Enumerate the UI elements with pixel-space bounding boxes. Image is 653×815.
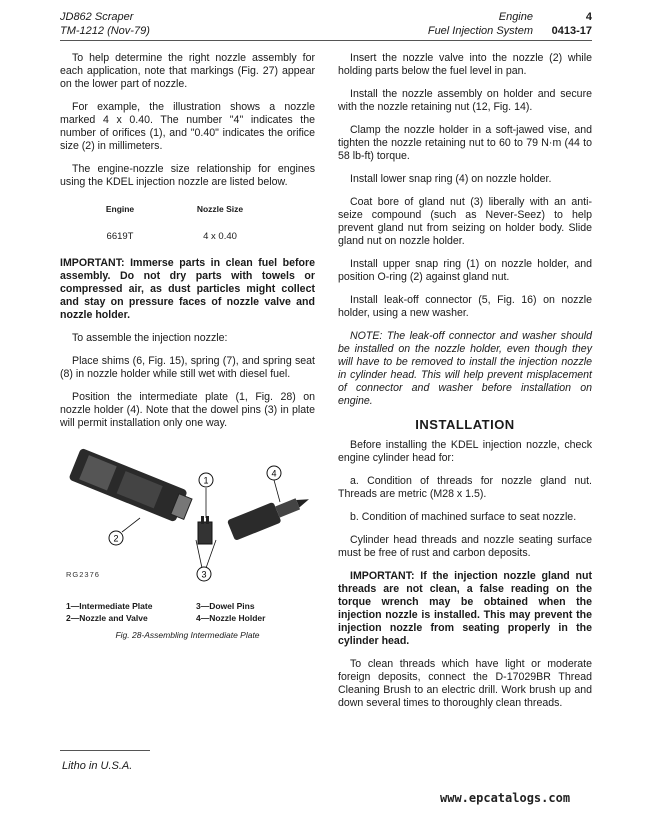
svg-text:3: 3	[201, 569, 207, 580]
paragraph: a. Condition of threads for nozzle gland nut. Threads are metric (M28 x 1.5).	[338, 475, 592, 500]
paragraph: Install the nozzle assembly on holder and secure with the nozzle retaining nut (12, Fig. 14).	[338, 88, 592, 113]
paragraph: Clamp the nozzle holder in a soft-jawed vise, and tighten the nozzle retaining nut to 60 to 79 N·m (44 to 58 lb-ft) torque.	[338, 124, 592, 162]
header-rule	[60, 40, 592, 41]
manual-title: JD862 Scraper	[60, 11, 134, 23]
important-text: Immerse parts in clean fuel before assembly. Do not dry parts with towels or compressed air, as dust particles might collect and stay on pressure faces of nozzle valve and nozzle holder.	[60, 257, 315, 321]
section-number: 4	[585, 11, 592, 23]
legend-item: 1—Intermediate Plate	[66, 601, 153, 611]
paragraph: To help determine the right nozzle assembly for each application, note that markings (Fig. 27) appear on the lower part of nozzle.	[60, 52, 315, 90]
paragraph: Position the intermediate plate (1, Fig. 28) on nozzle holder (4). Note that the dowel pins (3) in plate will permit installation only one way.	[60, 391, 315, 429]
paragraph: To assemble the injection nozzle:	[72, 332, 228, 344]
callout-3	[196, 540, 216, 581]
paragraph: Coat bore of gland nut (3) liberally with an anti-seize compound (such as Never-Seez) to help prevent gland nut from seizing on holder body. Slide gland nut on nozzle holder.	[338, 196, 592, 247]
paragraph: Insert the nozzle valve into the nozzle (2) while holding parts below the fuel level in pan.	[338, 52, 592, 77]
legend-row	[66, 612, 326, 624]
table-header	[70, 203, 270, 216]
left-column	[60, 52, 315, 440]
header-right	[540, 10, 592, 38]
intermediate-plate-drawing	[198, 516, 212, 544]
callout-1	[199, 473, 213, 518]
table-col-nozzle-size: Nozzle Size	[196, 204, 244, 214]
footer-rule	[60, 750, 150, 751]
right-column	[338, 52, 592, 720]
paragraph: b. Condition of machined surface to seat nozzle.	[350, 511, 577, 523]
svg-text:4: 4	[271, 468, 277, 479]
note: NOTE: The leak-off connector and washer should be installed on the nozzle holder, even though they will have to be removed to install the injection nozzle in cylinder head. This will help prevent misplacement of connector and washer before installation on engine.	[338, 330, 592, 407]
header-mid	[400, 10, 533, 38]
subsection-name: Fuel Injection System	[427, 25, 533, 37]
watermark-url: www.epcatalogs.com	[440, 791, 571, 805]
litho-note: Litho in U.S.A.	[62, 760, 133, 772]
svg-text:2: 2	[113, 533, 119, 544]
important-note	[338, 570, 592, 648]
figure-legend	[66, 600, 326, 624]
page-number: 0413-17	[551, 25, 592, 37]
legend-row	[66, 600, 326, 612]
legend-item: 3—Dowel Pins	[196, 601, 255, 611]
nozzle-assembly-illustration	[60, 440, 315, 590]
important-note	[60, 257, 315, 322]
figure-caption: Fig. 28-Assembling Intermediate Plate	[115, 630, 260, 640]
paragraph: Before installing the KDEL injection nozzle, check engine cylinder head for:	[338, 439, 592, 464]
table-cell-size: 4 x 0.40	[203, 231, 237, 242]
legend-item: 4—Nozzle Holder	[196, 613, 266, 623]
svg-text:1: 1	[203, 475, 209, 486]
paragraph: For example, the illustration shows a nozzle marked 4 x 0.40. The number "4" indicates the number of orifices (1), and "0.40" indicates the orifice size (2) in millimeters.	[60, 101, 315, 152]
paragraph: Install leak-off connector (5, Fig. 16) on nozzle holder, using a new washer.	[338, 294, 592, 319]
header-left	[60, 10, 150, 38]
table-row	[70, 230, 270, 243]
nozzle-holder-drawing	[68, 448, 194, 525]
important-text: If the injection nozzle gland nut threads are not clean, a false reading on the torque wrench may be obtained when the injection nozzle is installed. This may prevent the injection nozzle from seating properly in the cylinder head.	[338, 570, 592, 647]
important-label: IMPORTANT:	[350, 570, 415, 582]
nozzle-drawing	[227, 489, 313, 541]
important-label: IMPORTANT:	[60, 257, 125, 269]
paragraph: The engine-nozzle size relationship for engines using the KDEL injection nozzle are listed below.	[60, 163, 315, 188]
section-name: Engine	[498, 11, 533, 23]
callout-4	[267, 466, 281, 502]
paragraph: To clean threads which have light or moderate foreign deposits, connect the D-17029BR Thread Cleaning Brush to an electric drill. Work brush up and down several times to thoroughly clean threads.	[338, 658, 592, 709]
table-cell-engine: 6619T	[106, 231, 134, 242]
engine-nozzle-table	[70, 203, 270, 243]
section-heading-installation: INSTALLATION	[415, 417, 515, 432]
paragraph: Install upper snap ring (1) on nozzle holder, and position O-ring (2) against gland nut.	[338, 258, 592, 283]
paragraph: Cylinder head threads and nozzle seating surface must be free of rust and carbon deposits.	[338, 534, 592, 559]
manual-number: TM-1212 (Nov-79)	[60, 25, 150, 37]
paragraph: Install lower snap ring (4) on nozzle holder.	[350, 173, 552, 185]
figure-id: RG2376	[66, 570, 100, 579]
callout-2	[109, 518, 140, 545]
table-col-engine: Engine	[105, 204, 135, 214]
legend-item: 2—Nozzle and Valve	[66, 613, 148, 623]
paragraph: Place shims (6, Fig. 15), spring (7), and spring seat (8) in nozzle holder while still wet with diesel fuel.	[60, 355, 315, 380]
